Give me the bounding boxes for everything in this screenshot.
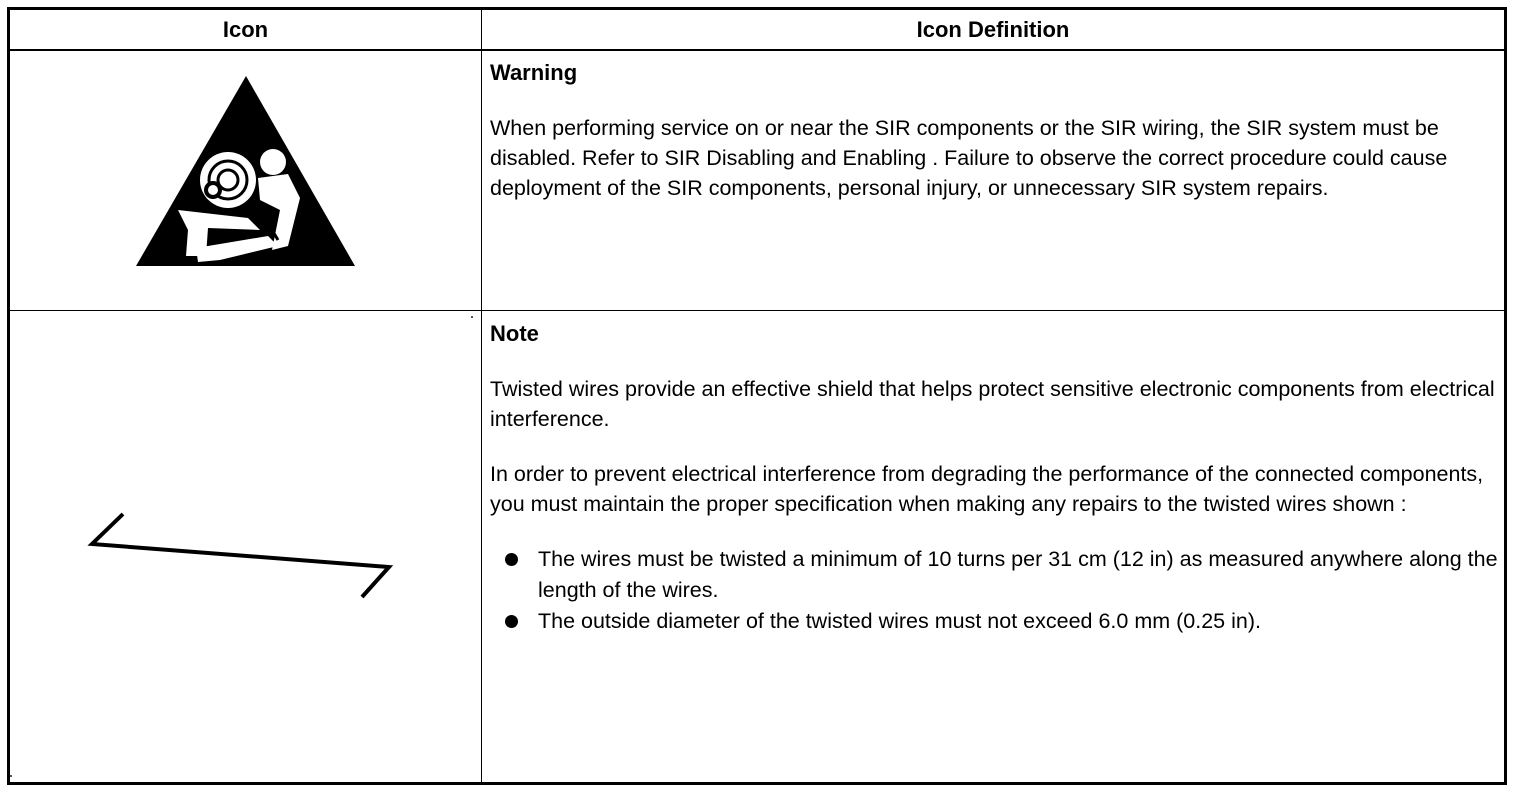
- bullet-text: The outside diameter of the twisted wires must not exceed 6.0 mm (0.25 in).: [538, 609, 1261, 633]
- bullet-text: The wires must be twisted a minimum of 10 turns per 31 cm (12 in) as measured anywhere along the length of the wires.: [538, 547, 1498, 602]
- column-divider: [481, 10, 482, 782]
- twisted-wire-icon: [10, 311, 481, 782]
- scan-speck: [471, 316, 473, 318]
- table-row-warning-icon-cell: [10, 50, 481, 310]
- list-item: [538, 606, 1498, 637]
- note-paragraph-1: Twisted wires provide an effective shield that helps protect sensitive electronic components from electrical interference.: [490, 377, 1495, 431]
- note-paragraph-2: In order to prevent electrical interference from degrading the performance of the connected components, you must maintain the proper specification when making any repairs to the twisted wires shown :: [490, 462, 1484, 516]
- bullet-dot-icon: [505, 615, 518, 628]
- icon-definition-table: [7, 7, 1507, 785]
- header-icon-column: Icon: [222, 16, 269, 42]
- warning-title: Warning: [490, 60, 578, 85]
- note-title: Note: [490, 321, 539, 346]
- bullet-dot-icon: [505, 553, 518, 566]
- table-row-note-icon-cell: [10, 311, 481, 782]
- header-definition-column: Icon Definition: [916, 16, 1070, 42]
- list-item: [538, 544, 1498, 606]
- sir-airbag-warning-triangle-icon: [10, 50, 481, 310]
- table-row-note-definition-cell: [490, 319, 1498, 637]
- note-bullet-list: [490, 544, 1498, 637]
- table-header-row: [10, 10, 1504, 51]
- warning-paragraph: When performing service on or near the SIR components or the SIR wiring, the SIR system must be disabled. Refer to SIR Disabling and Enabling . Failure to observe the correct procedure could cause deployment of the SIR components, personal injury, or unnecessary SIR system repairs.: [490, 116, 1448, 200]
- table-row-warning-definition-cell: [490, 58, 1498, 203]
- scan-speck: [10, 775, 12, 777]
